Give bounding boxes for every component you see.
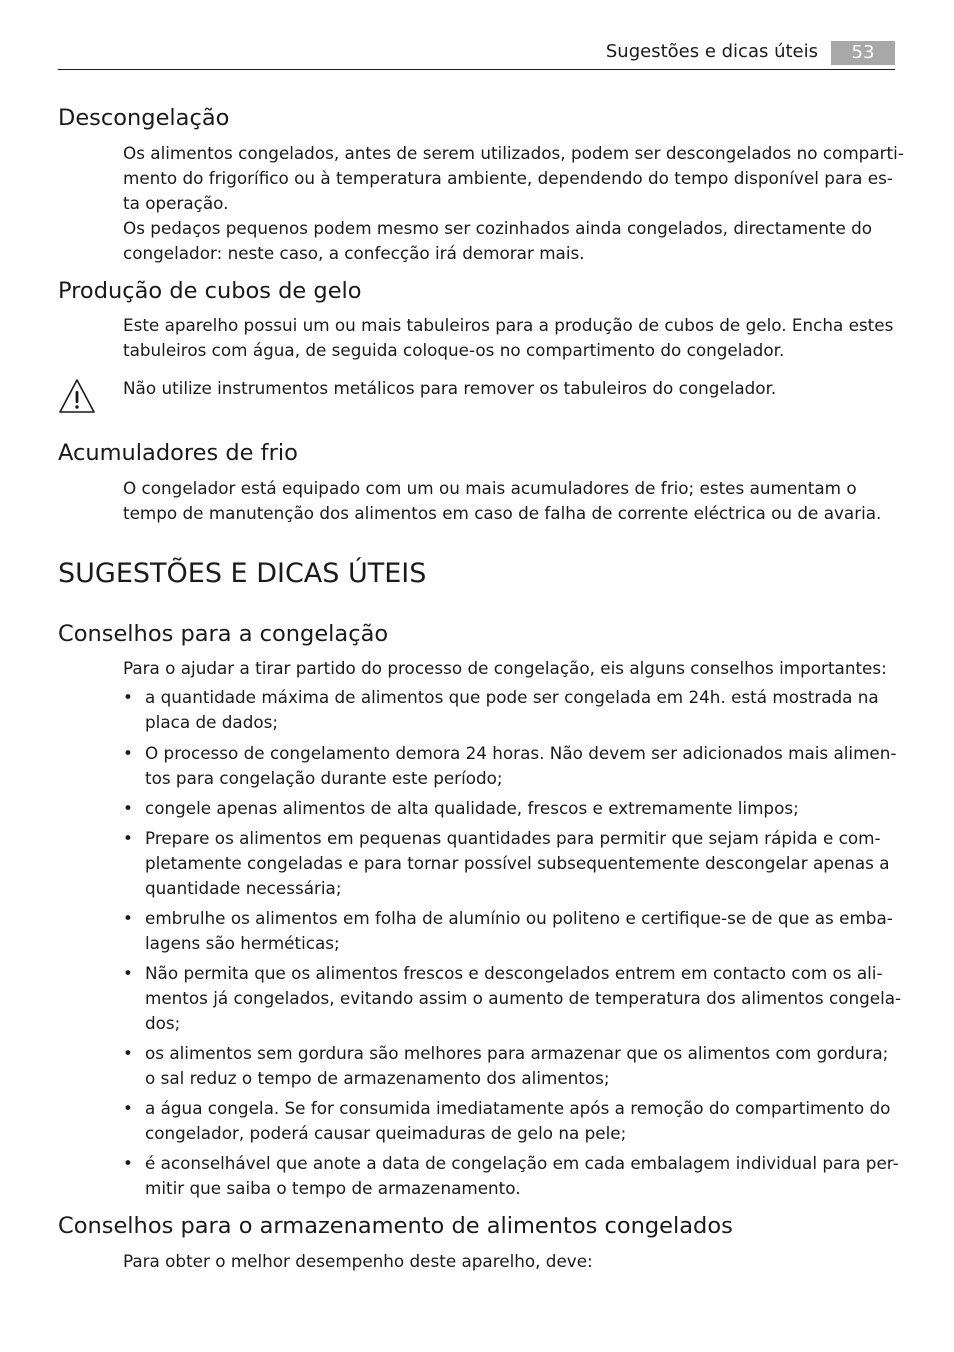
list-item-text	[145, 741, 896, 791]
text-line: quantidade necessária;	[145, 878, 342, 898]
running-header-title: Sugestões e dicas úteis	[605, 41, 818, 62]
text-line: O processo de congelamento demora 24 horas. Não devem ser adicionados mais alimen-	[145, 743, 897, 763]
text-line: O congelador está equipado com um ou mais acumuladores de frio; estes aumentam o	[123, 478, 857, 498]
text-line: o sal reduz o tempo de armazenamento dos alimentos;	[145, 1068, 610, 1088]
text-line: pletamente congeladas e para tornar possível subsequentemente descongelar apenas a	[145, 853, 890, 873]
list-item-text	[145, 1041, 888, 1091]
chapter-title: SUGESTÕES E DICAS ÚTEIS	[58, 558, 427, 589]
text-line: embrulhe os alimentos em folha de alumínio ou politeno e certifique-se de que as emba-	[145, 908, 893, 928]
text-line: Prepare os alimentos em pequenas quantidades para permitir que sejam rápida e com-	[145, 828, 881, 848]
page-number: 53	[831, 41, 895, 65]
text-line: Para obter o melhor desempenho deste aparelho, deve:	[123, 1251, 593, 1271]
text-line: lagens são herméticas;	[145, 933, 340, 953]
list-item-text	[145, 796, 799, 821]
text-line: os alimentos sem gordura são melhores para armazenar que os alimentos com gordura;	[145, 1043, 889, 1063]
text-line: placa de dados;	[145, 712, 279, 732]
text-line: tempo de manutenção dos alimentos em caso de falha de corrente eléctrica ou de avaria.	[123, 503, 882, 523]
paragraph-armazenamento-intro	[123, 1249, 895, 1274]
warning-text	[123, 376, 895, 401]
bullet-icon: •	[123, 908, 133, 928]
text-line: congele apenas alimentos de alta qualidade, frescos e extremamente limpos;	[145, 798, 799, 818]
text-line: mentos já congelados, evitando assim o aumento de temperatura dos alimentos congela-	[145, 988, 902, 1008]
section-heading-conselhos-congelacao: Conselhos para a congelação	[58, 621, 389, 647]
list-item-text	[145, 826, 890, 901]
bullet-icon: •	[123, 1153, 133, 1173]
header-divider	[58, 69, 895, 70]
text-line: a quantidade máxima de alimentos que pode ser congelada em 24h. está mostrada na	[145, 687, 879, 707]
list-item-text	[145, 906, 893, 956]
text-line: Não permita que os alimentos frescos e descongelados entrem em contacto com os ali-	[145, 963, 883, 983]
text-line: congelador: neste caso, a confecção irá demorar mais.	[123, 243, 585, 263]
text-line: Não utilize instrumentos metálicos para remover os tabuleiros do congelador.	[123, 378, 777, 398]
bullet-icon: •	[123, 1043, 133, 1063]
text-line: mento do frigorífico ou à temperatura ambiente, dependendo do tempo disponível para es-	[123, 168, 893, 188]
list-item-text	[145, 1151, 899, 1201]
text-line: Este aparelho possui um ou mais tabuleiros para a produção de cubos de gelo. Encha estes	[123, 315, 894, 335]
text-line: mitir que saiba o tempo de armazenamento.	[145, 1178, 521, 1198]
paragraph-conselhos-intro	[123, 656, 895, 681]
text-line: Os alimentos congelados, antes de serem utilizados, podem ser descongelados no comparti-	[123, 143, 904, 163]
warning-triangle-icon	[58, 378, 96, 414]
paragraph-cubos-gelo	[123, 313, 895, 363]
bullet-icon: •	[123, 1098, 133, 1118]
text-line: a água congela. Se for consumida imediatamente após a remoção do compartimento do	[145, 1098, 891, 1118]
text-line: Para o ajudar a tirar partido do processo de congelação, eis alguns conselhos importantes:	[123, 658, 887, 678]
text-line: congelador, poderá causar queimaduras de gelo na pele;	[145, 1123, 627, 1143]
bullet-icon: •	[123, 687, 133, 707]
section-heading-armazenamento: Conselhos para o armazenamento de alimentos congelados	[58, 1213, 733, 1239]
text-line: ta operação.	[123, 193, 229, 213]
paragraph-acumuladores	[123, 476, 895, 526]
bullet-icon: •	[123, 828, 133, 848]
list-item-text	[145, 685, 879, 735]
list-item-text	[145, 961, 901, 1036]
section-heading-cubos-gelo: Produção de cubos de gelo	[58, 278, 362, 304]
section-heading-acumuladores: Acumuladores de frio	[58, 440, 298, 466]
text-line: tos para congelação durante este período;	[145, 768, 503, 788]
paragraph-descongelacao	[123, 141, 904, 266]
list-item-text	[145, 1096, 890, 1146]
bullet-icon: •	[123, 963, 133, 983]
text-line: Os pedaços pequenos podem mesmo ser cozinhados ainda congelados, directamente do	[123, 218, 873, 238]
text-line: tabuleiros com água, de seguida coloque-os no compartimento do congelador.	[123, 340, 785, 360]
bullet-icon: •	[123, 798, 133, 818]
text-line: é aconselhável que anote a data de congelação em cada embalagem individual para per-	[145, 1153, 899, 1173]
text-line: dos;	[145, 1013, 181, 1033]
section-heading-descongelacao: Descongelação	[58, 105, 230, 131]
bullet-icon: •	[123, 743, 133, 763]
